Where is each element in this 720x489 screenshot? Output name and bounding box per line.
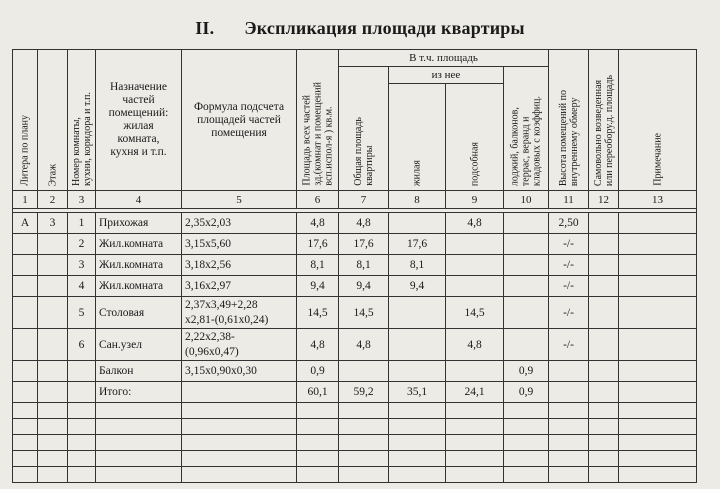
total-area-cell: 4,8	[297, 329, 339, 361]
floor-cell: 3	[38, 213, 68, 234]
column-number: 8	[389, 191, 446, 209]
loggia-area-cell	[504, 276, 549, 297]
total-row	[13, 382, 697, 403]
empty-cell	[589, 467, 619, 483]
total-area-cell: 14,5	[297, 297, 339, 329]
total-area-cell: 8,1	[297, 255, 339, 276]
empty-cell	[38, 451, 68, 467]
empty-cell	[504, 403, 549, 419]
litera-cell: А	[13, 213, 38, 234]
table-body	[13, 209, 697, 483]
empty-cell	[68, 451, 96, 467]
general-area-cell: 8,1	[339, 255, 389, 276]
room-no-cell: 6	[68, 329, 96, 361]
aux-area-cell: 4,8	[446, 213, 504, 234]
column-number: 2	[38, 191, 68, 209]
room-no-cell: 5	[68, 297, 96, 329]
loggia-area-cell: 0,9	[504, 382, 549, 403]
column-number: 1	[13, 191, 38, 209]
height-cell: 2,50	[549, 213, 589, 234]
note-cell	[619, 297, 697, 329]
empty-cell	[504, 435, 549, 451]
self-built-cell	[589, 234, 619, 255]
note-cell	[619, 329, 697, 361]
empty-cell	[297, 451, 339, 467]
column-number: 13	[619, 191, 697, 209]
table-row	[13, 276, 697, 297]
total-area-cell: 17,6	[297, 234, 339, 255]
room-no-cell: 1	[68, 213, 96, 234]
general-area-cell	[339, 361, 389, 382]
header-self-built: Самовольно возведенная или переобору.д. площадь	[589, 50, 619, 191]
room-name-cell: Жил.комната	[96, 276, 182, 297]
empty-cell	[446, 467, 504, 483]
empty-cell	[389, 419, 446, 435]
formula-cell: 3,15х0,90х0,30	[182, 361, 297, 382]
self-built-cell	[589, 361, 619, 382]
empty-row	[13, 451, 697, 467]
empty-cell	[182, 467, 297, 483]
empty-cell	[182, 435, 297, 451]
empty-cell	[96, 435, 182, 451]
aux-area-cell	[446, 234, 504, 255]
floor-cell	[38, 329, 68, 361]
empty-cell	[68, 403, 96, 419]
section-number: II.	[195, 18, 215, 38]
general-area-cell: 4,8	[339, 213, 389, 234]
header-total-area: Площадь всех частей зд.(комнат и помещений всп.испол-я ) кв.м.	[297, 50, 339, 191]
empty-cell	[13, 419, 38, 435]
aux-area-cell	[446, 276, 504, 297]
formula-cell: 3,15х5,60	[182, 234, 297, 255]
empty-cell	[13, 467, 38, 483]
formula-cell: 2,37х3,49+2,28 х2,81-(0,61х0,24)	[182, 297, 297, 329]
column-number: 9	[446, 191, 504, 209]
empty-cell	[446, 419, 504, 435]
formula-cell	[182, 382, 297, 403]
section-title: Экспликация площади квартиры	[244, 18, 525, 38]
table-row	[13, 297, 697, 329]
living-area-cell: 8,1	[389, 255, 446, 276]
living-area-cell	[389, 329, 446, 361]
header-loggias: лоджий, балконов, террас, веранд и кладовых с коэффиц.	[504, 67, 549, 191]
litera-cell	[13, 382, 38, 403]
litera-cell	[13, 276, 38, 297]
self-built-cell	[589, 276, 619, 297]
empty-cell	[297, 403, 339, 419]
room-no-cell	[68, 361, 96, 382]
self-built-cell	[589, 297, 619, 329]
litera-cell	[13, 297, 38, 329]
header-litera: Литера по плану	[13, 50, 38, 191]
column-number: 3	[68, 191, 96, 209]
height-cell: -/-	[549, 234, 589, 255]
header-of-which: из нее	[389, 67, 504, 84]
empty-cell	[619, 467, 697, 483]
empty-cell	[13, 451, 38, 467]
table-row	[13, 361, 697, 382]
empty-cell	[589, 451, 619, 467]
note-cell	[619, 276, 697, 297]
empty-cell	[549, 419, 589, 435]
header-room-no: Номер комнаты, кухни, коридора и т.п.	[68, 50, 96, 191]
empty-cell	[589, 403, 619, 419]
column-numbers-row	[13, 191, 697, 209]
empty-cell	[446, 403, 504, 419]
note-cell	[619, 234, 697, 255]
empty-cell	[504, 419, 549, 435]
height-cell: -/-	[549, 297, 589, 329]
empty-cell	[549, 435, 589, 451]
empty-row	[13, 403, 697, 419]
height-cell	[549, 382, 589, 403]
aux-area-cell: 4,8	[446, 329, 504, 361]
self-built-cell	[589, 329, 619, 361]
aux-area-cell: 14,5	[446, 297, 504, 329]
column-number: 11	[549, 191, 589, 209]
empty-cell	[549, 403, 589, 419]
litera-cell	[13, 329, 38, 361]
page-title	[0, 18, 720, 39]
general-area-cell: 59,2	[339, 382, 389, 403]
formula-cell: 2,35х2,03	[182, 213, 297, 234]
room-name-cell: Прихожая	[96, 213, 182, 234]
empty-cell	[13, 435, 38, 451]
empty-cell	[297, 435, 339, 451]
empty-cell	[339, 419, 389, 435]
header-purpose: Назначение частей помещений: жилая комната, кухня и т.п.	[96, 50, 182, 191]
empty-cell	[96, 451, 182, 467]
empty-cell	[504, 451, 549, 467]
room-name-cell: Итого:	[96, 382, 182, 403]
header-general-area: Общая площадь квартиры	[339, 67, 389, 191]
total-area-cell: 60,1	[297, 382, 339, 403]
living-area-cell: 35,1	[389, 382, 446, 403]
empty-cell	[339, 467, 389, 483]
column-number: 7	[339, 191, 389, 209]
self-built-cell	[589, 255, 619, 276]
empty-cell	[389, 435, 446, 451]
self-built-cell	[589, 382, 619, 403]
formula-cell: 2,22х2,38- (0,96х0,47)	[182, 329, 297, 361]
empty-cell	[619, 419, 697, 435]
explication-table	[12, 49, 697, 483]
empty-cell	[339, 435, 389, 451]
living-area-cell	[389, 361, 446, 382]
empty-cell	[182, 403, 297, 419]
aux-area-cell: 24,1	[446, 382, 504, 403]
column-number: 12	[589, 191, 619, 209]
empty-row	[13, 435, 697, 451]
empty-cell	[182, 451, 297, 467]
empty-cell	[389, 467, 446, 483]
header-height: Высота помещений по внутреннему обмеру	[549, 50, 589, 191]
empty-cell	[589, 435, 619, 451]
table-row	[13, 329, 697, 361]
living-area-cell: 17,6	[389, 234, 446, 255]
empty-cell	[68, 467, 96, 483]
column-number: 5	[182, 191, 297, 209]
living-area-cell	[389, 297, 446, 329]
general-area-cell: 14,5	[339, 297, 389, 329]
empty-row	[13, 467, 697, 483]
header-formula: Формула подсчета площадей частей помещения	[182, 50, 297, 191]
room-name-cell: Сан.узел	[96, 329, 182, 361]
empty-row	[13, 419, 697, 435]
empty-cell	[504, 467, 549, 483]
self-built-cell	[589, 213, 619, 234]
loggia-area-cell	[504, 329, 549, 361]
loggia-area-cell	[504, 213, 549, 234]
loggia-area-cell: 0,9	[504, 361, 549, 382]
room-name-cell: Столовая	[96, 297, 182, 329]
empty-cell	[13, 403, 38, 419]
formula-cell: 3,16х2,97	[182, 276, 297, 297]
room-no-cell: 3	[68, 255, 96, 276]
aux-area-cell	[446, 255, 504, 276]
loggia-area-cell	[504, 234, 549, 255]
room-no-cell	[68, 382, 96, 403]
table-row	[13, 213, 697, 234]
column-number: 4	[96, 191, 182, 209]
height-cell	[549, 361, 589, 382]
room-name-cell: Жил.комната	[96, 255, 182, 276]
floor-cell	[38, 255, 68, 276]
note-cell	[619, 213, 697, 234]
empty-cell	[38, 435, 68, 451]
total-area-cell: 9,4	[297, 276, 339, 297]
room-no-cell: 4	[68, 276, 96, 297]
empty-cell	[297, 419, 339, 435]
empty-cell	[619, 451, 697, 467]
empty-cell	[297, 467, 339, 483]
empty-cell	[96, 419, 182, 435]
general-area-cell: 17,6	[339, 234, 389, 255]
header-auxiliary: подсобная	[446, 84, 504, 191]
total-area-cell: 0,9	[297, 361, 339, 382]
total-area-cell: 4,8	[297, 213, 339, 234]
general-area-cell: 9,4	[339, 276, 389, 297]
loggia-area-cell	[504, 297, 549, 329]
empty-cell	[619, 435, 697, 451]
general-area-cell: 4,8	[339, 329, 389, 361]
floor-cell	[38, 297, 68, 329]
living-area-cell: 9,4	[389, 276, 446, 297]
litera-cell	[13, 234, 38, 255]
header-incl-area: В т.ч. площадь	[339, 50, 549, 67]
height-cell: -/-	[549, 255, 589, 276]
loggia-area-cell	[504, 255, 549, 276]
table-row	[13, 234, 697, 255]
column-number: 10	[504, 191, 549, 209]
empty-cell	[38, 419, 68, 435]
floor-cell	[38, 276, 68, 297]
empty-cell	[446, 435, 504, 451]
empty-cell	[96, 403, 182, 419]
note-cell	[619, 361, 697, 382]
litera-cell	[13, 361, 38, 382]
floor-cell	[38, 234, 68, 255]
empty-cell	[339, 403, 389, 419]
header-floor: Этаж	[38, 50, 68, 191]
aux-area-cell	[446, 361, 504, 382]
empty-cell	[68, 419, 96, 435]
empty-cell	[38, 403, 68, 419]
floor-cell	[38, 361, 68, 382]
room-name-cell: Балкон	[96, 361, 182, 382]
note-cell	[619, 382, 697, 403]
formula-cell: 3,18х2,56	[182, 255, 297, 276]
height-cell: -/-	[549, 329, 589, 361]
empty-cell	[339, 451, 389, 467]
room-name-cell: Жил.комната	[96, 234, 182, 255]
empty-cell	[619, 403, 697, 419]
header-living: жилая	[389, 84, 446, 191]
empty-cell	[389, 451, 446, 467]
header-note: Примечание	[619, 50, 697, 191]
floor-cell	[38, 382, 68, 403]
litera-cell	[13, 255, 38, 276]
empty-cell	[549, 451, 589, 467]
empty-cell	[446, 451, 504, 467]
empty-cell	[182, 419, 297, 435]
height-cell: -/-	[549, 276, 589, 297]
room-no-cell: 2	[68, 234, 96, 255]
empty-cell	[389, 403, 446, 419]
empty-cell	[68, 435, 96, 451]
empty-cell	[96, 467, 182, 483]
empty-cell	[589, 419, 619, 435]
empty-cell	[38, 467, 68, 483]
table-row	[13, 255, 697, 276]
column-number: 6	[297, 191, 339, 209]
note-cell	[619, 255, 697, 276]
living-area-cell	[389, 213, 446, 234]
empty-cell	[549, 467, 589, 483]
